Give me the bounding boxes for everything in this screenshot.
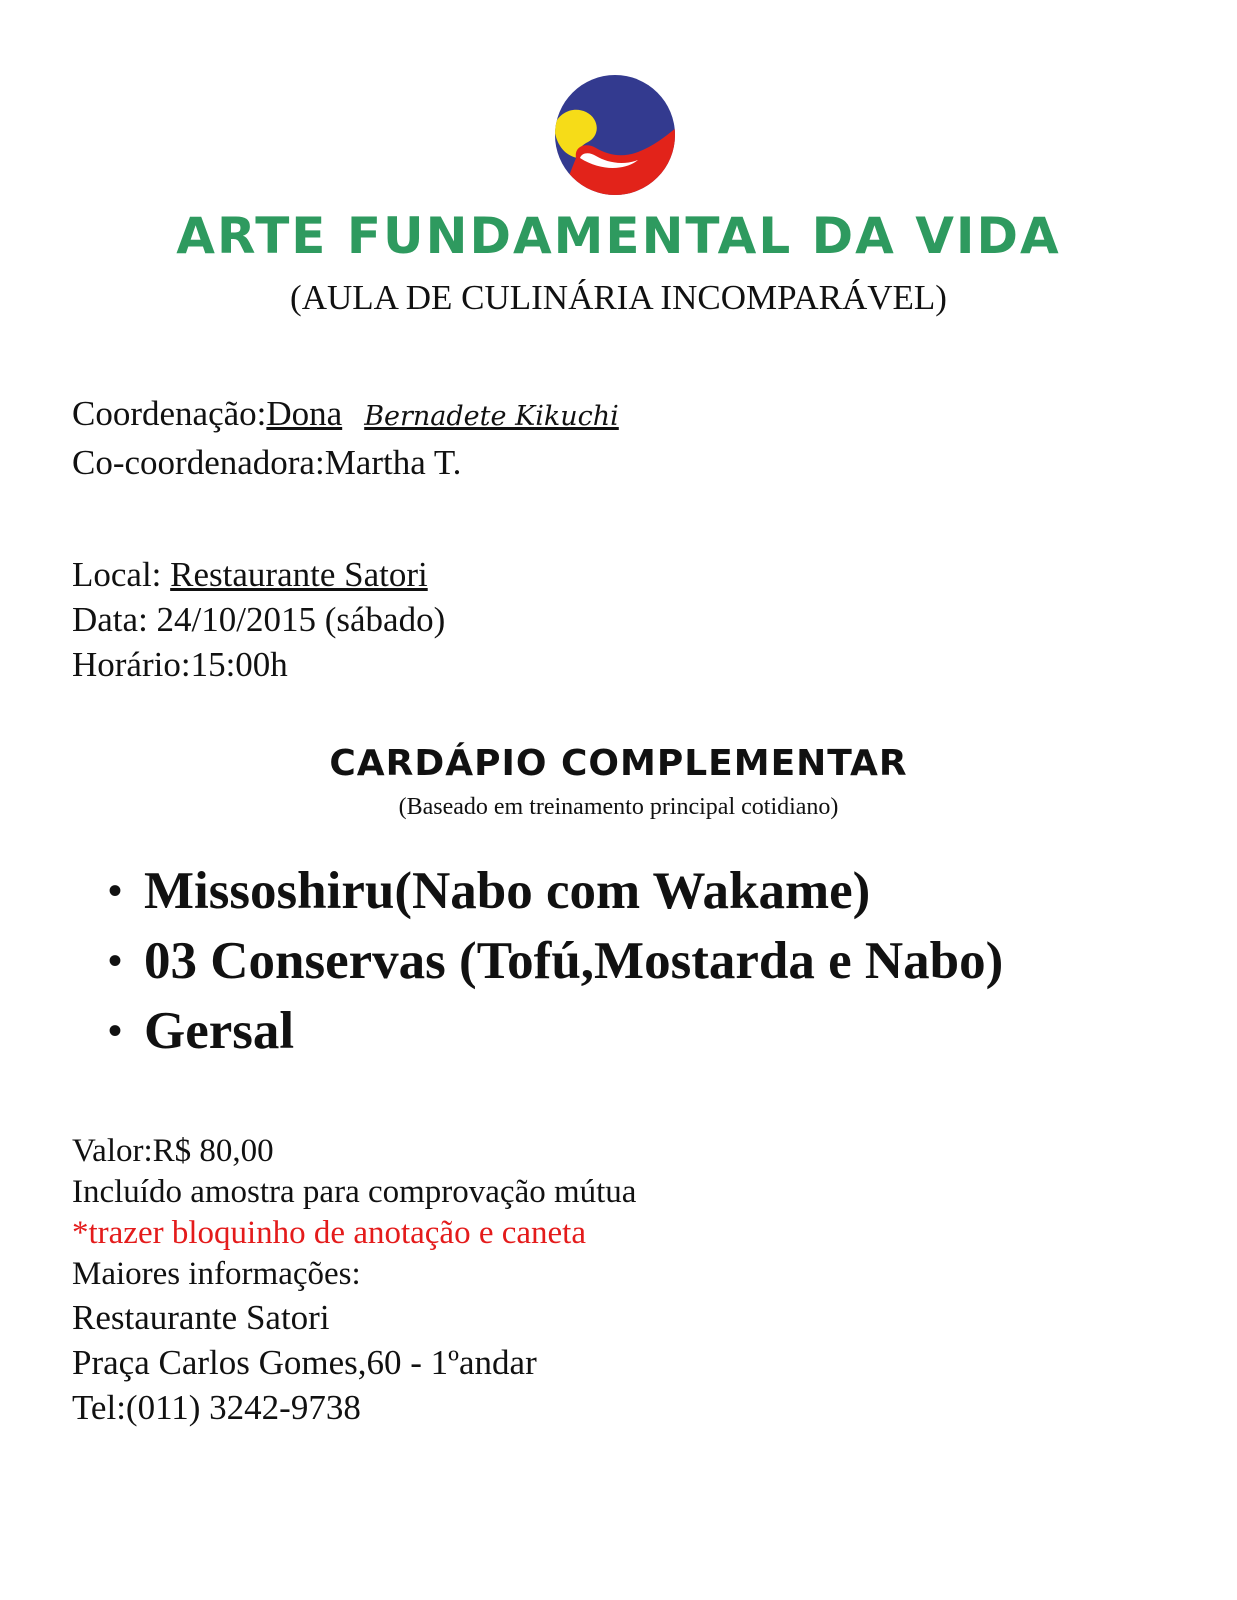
circle-emblem-logo: [552, 72, 678, 198]
date-value: 24/10/2015 (sábado): [156, 600, 446, 639]
bring-notepad-note: *trazer bloquinho de anotação e caneta: [72, 1215, 586, 1251]
price-value: R$ 80,00: [152, 1133, 274, 1169]
price-line: [72, 1130, 274, 1172]
date-line: [72, 598, 445, 642]
time-line: [72, 643, 288, 687]
place-name: Restaurante Satori: [72, 1298, 330, 1337]
coordinator-name: Bernadete Kikuchi: [364, 401, 619, 432]
date-label: Data:: [72, 600, 157, 639]
menu-item-label: Gersal: [144, 1002, 295, 1060]
time-label: Horário:: [72, 645, 191, 684]
included-text: Incluído amostra para comprovação mútua: [72, 1174, 637, 1210]
menu-item-label: 03 Conservas (Tofú,Mostarda e Nabo): [144, 932, 1004, 990]
menu-subtitle: (Baseado em treinamento principal cotidiano): [398, 794, 839, 820]
price-label: Valor:: [72, 1133, 153, 1169]
bullet-icon: •: [108, 1008, 123, 1053]
menu-list: [108, 856, 1003, 1066]
menu-item: [108, 996, 1003, 1066]
co-coordinator-label: Co-coordenadora:: [72, 443, 325, 482]
time-value: 15:00h: [190, 645, 288, 684]
co-coordination-line: [72, 441, 461, 485]
local-line: [72, 553, 428, 597]
coordination-label: Coordenação:: [72, 394, 267, 433]
local-value: Restaurante Satori: [170, 555, 428, 594]
coordinator-name-underlined: [266, 394, 618, 433]
page-title: ARTE FUNDAMENTAL DA VIDA: [176, 207, 1061, 265]
more-info-label: Maiores informações:: [72, 1256, 361, 1292]
bullet-icon: •: [108, 938, 123, 983]
phone-number: Tel:(011) 3242-9738: [72, 1388, 361, 1427]
menu-item-label: Missoshiru(Nabo com Wakame): [144, 862, 871, 920]
coordinator-prefix: Dona: [266, 394, 343, 433]
coordination-line: [72, 392, 619, 439]
co-coordinator-name: Martha T.: [324, 443, 462, 482]
local-label: Local:: [72, 555, 171, 594]
address: Praça Carlos Gomes,60 - 1ºandar: [72, 1343, 537, 1382]
page-subtitle: (AULA DE CULINÁRIA INCOMPARÁVEL): [290, 278, 947, 317]
menu-title: CARDÁPIO COMPLEMENTAR: [329, 743, 908, 784]
bullet-icon: •: [108, 868, 123, 913]
menu-item: [108, 856, 1003, 926]
menu-item: [108, 926, 1003, 996]
